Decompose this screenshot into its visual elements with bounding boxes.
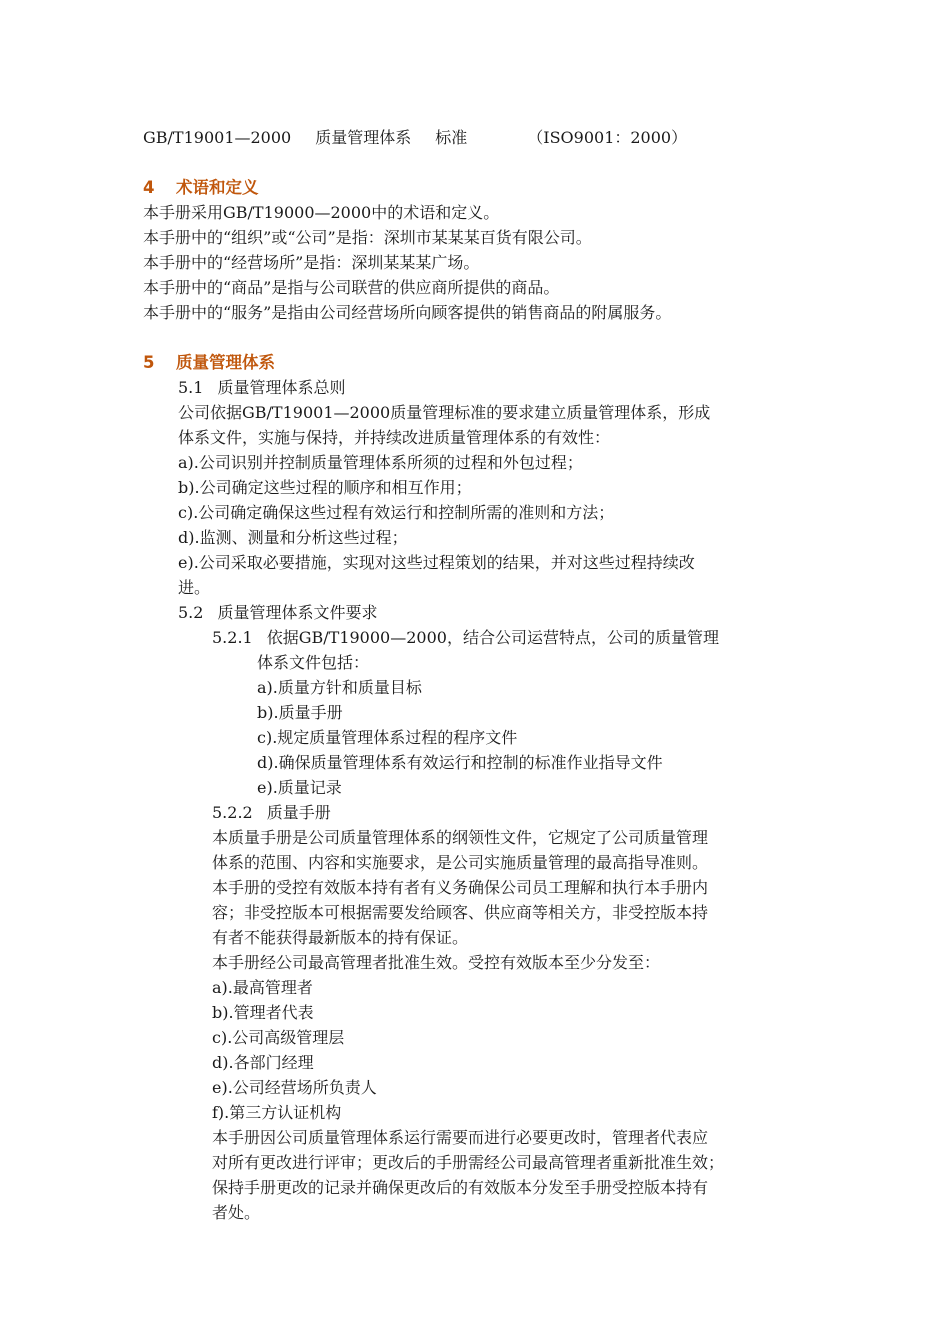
subsection-5-1-line: 进。 xyxy=(178,578,211,597)
section-4-line: 本手册中的“经营场所”是指：深圳某某某广场。 xyxy=(143,253,480,272)
subsection-5-1-heading xyxy=(178,376,345,400)
section-4-line: 本手册采用GB/T19000—2000中的术语和定义。 xyxy=(143,203,500,222)
subsection-5-2-2-line: 者处。 xyxy=(212,1203,261,1222)
section-4-line: 本手册中的“组织”或“公司”是指：深圳市某某某百货有限公司。 xyxy=(143,228,592,247)
section-5-title: 质量管理体系 xyxy=(176,353,275,372)
list-item: e).质量记录 xyxy=(257,778,342,797)
subsection-5-2-2-line: 本手册因公司质量管理体系运行需要而进行必要更改时，管理者代表应 xyxy=(212,1128,709,1147)
subsection-5-2-2-line: 本质量手册是公司质量管理体系的纲领性文件，它规定了公司质量管理 xyxy=(212,828,709,847)
list-item: b).管理者代表 xyxy=(212,1003,314,1022)
document-header xyxy=(143,126,687,150)
subsection-5-2-2-line: 保持手册更改的记录并确保更改后的有效版本分发至手册受控版本持有 xyxy=(212,1178,709,1197)
subsection-5-2-1-line2: 体系文件包括： xyxy=(257,653,370,672)
subsection-5-2-2-line: 对所有更改进行评审；更改后的手册需经公司最高管理者重新批准生效； xyxy=(212,1153,725,1172)
subsection-5-2-title: 质量管理体系文件要求 xyxy=(217,603,378,622)
list-item: b).质量手册 xyxy=(257,703,343,722)
list-item: c).规定质量管理体系过程的程序文件 xyxy=(257,728,518,747)
header-standard-code: GB/T19001—2000 xyxy=(143,128,292,147)
subsection-5-1-line: b).公司确定这些过程的顺序和相互作用； xyxy=(178,478,472,497)
subsection-5-2-heading xyxy=(178,601,377,625)
section-4-heading xyxy=(143,176,259,200)
section-4-number: 4 xyxy=(143,178,155,197)
header-system-name: 质量管理体系 xyxy=(315,128,412,147)
list-item: c).公司高级管理层 xyxy=(212,1028,345,1047)
list-item: a).质量方针和质量目标 xyxy=(257,678,422,697)
header-type: 标准 xyxy=(435,128,468,147)
subsection-5-2-2-line: 有者不能获得最新版本的持有保证。 xyxy=(212,928,469,947)
subsection-5-2-2-line: 体系的范围、内容和实施要求，是公司实施质量管理的最高指导准则。 xyxy=(212,853,709,872)
subsection-5-1-line: d).监测、测量和分析这些过程； xyxy=(178,528,408,547)
section-5-heading xyxy=(143,351,275,375)
subsection-5-2-1-line1: 依据GB/T19000—2000，结合公司运营特点，公司的质量管理 xyxy=(266,628,719,647)
subsection-5-1-line: 体系文件，实施与保持，并持续改进质量管理体系的有效性： xyxy=(178,428,611,447)
subsection-5-2-2-line: 本手册经公司最高管理者批准生效。受控有效版本至少分发至： xyxy=(212,953,661,972)
subsection-5-2-2-line: 本手册的受控有效版本持有者有义务确保公司员工理解和执行本手册内 xyxy=(212,878,709,897)
subsection-5-2-2-title: 质量手册 xyxy=(266,803,331,822)
section-5-number: 5 xyxy=(143,353,155,372)
subsection-5-2-1-number: 5.2.1 xyxy=(212,628,253,647)
subsection-5-2-2-number: 5.2.2 xyxy=(212,803,253,822)
list-item: d).各部门经理 xyxy=(212,1053,314,1072)
subsection-5-2-1-heading xyxy=(212,626,719,650)
section-4-line: 本手册中的“服务”是指由公司经营场所向顾客提供的销售商品的附属服务。 xyxy=(143,303,672,322)
section-4-title: 术语和定义 xyxy=(176,178,259,197)
list-item: e).公司经营场所负责人 xyxy=(212,1078,377,1097)
subsection-5-2-2-heading xyxy=(212,801,331,825)
subsection-5-1-title: 质量管理体系总则 xyxy=(217,378,346,397)
subsection-5-1-line: a).公司识别并控制质量管理体系所须的过程和外包过程； xyxy=(178,453,583,472)
list-item: a).最高管理者 xyxy=(212,978,313,997)
list-item: d).确保质量管理体系有效运行和控制的标准作业指导文件 xyxy=(257,753,663,772)
header-iso: （ISO9001：2000） xyxy=(527,128,688,147)
subsection-5-2-2-line: 容；非受控版本可根据需要发给顾客、供应商等相关方，非受控版本持 xyxy=(212,903,709,922)
subsection-5-1-line: 公司依据GB/T19001—2000质量管理标准的要求建立质量管理体系，形成 xyxy=(178,403,711,422)
subsection-5-1-line: e).公司采取必要措施，实现对这些过程策划的结果，并对这些过程持续改 xyxy=(178,553,695,572)
subsection-5-1-line: c).公司确定确保这些过程有效运行和控制所需的准则和方法； xyxy=(178,503,615,522)
subsection-5-1-number: 5.1 xyxy=(178,378,204,397)
section-4-line: 本手册中的“商品”是指与公司联营的供应商所提供的商品。 xyxy=(143,278,560,297)
subsection-5-2-number: 5.2 xyxy=(178,603,204,622)
list-item: f).第三方认证机构 xyxy=(212,1103,342,1122)
